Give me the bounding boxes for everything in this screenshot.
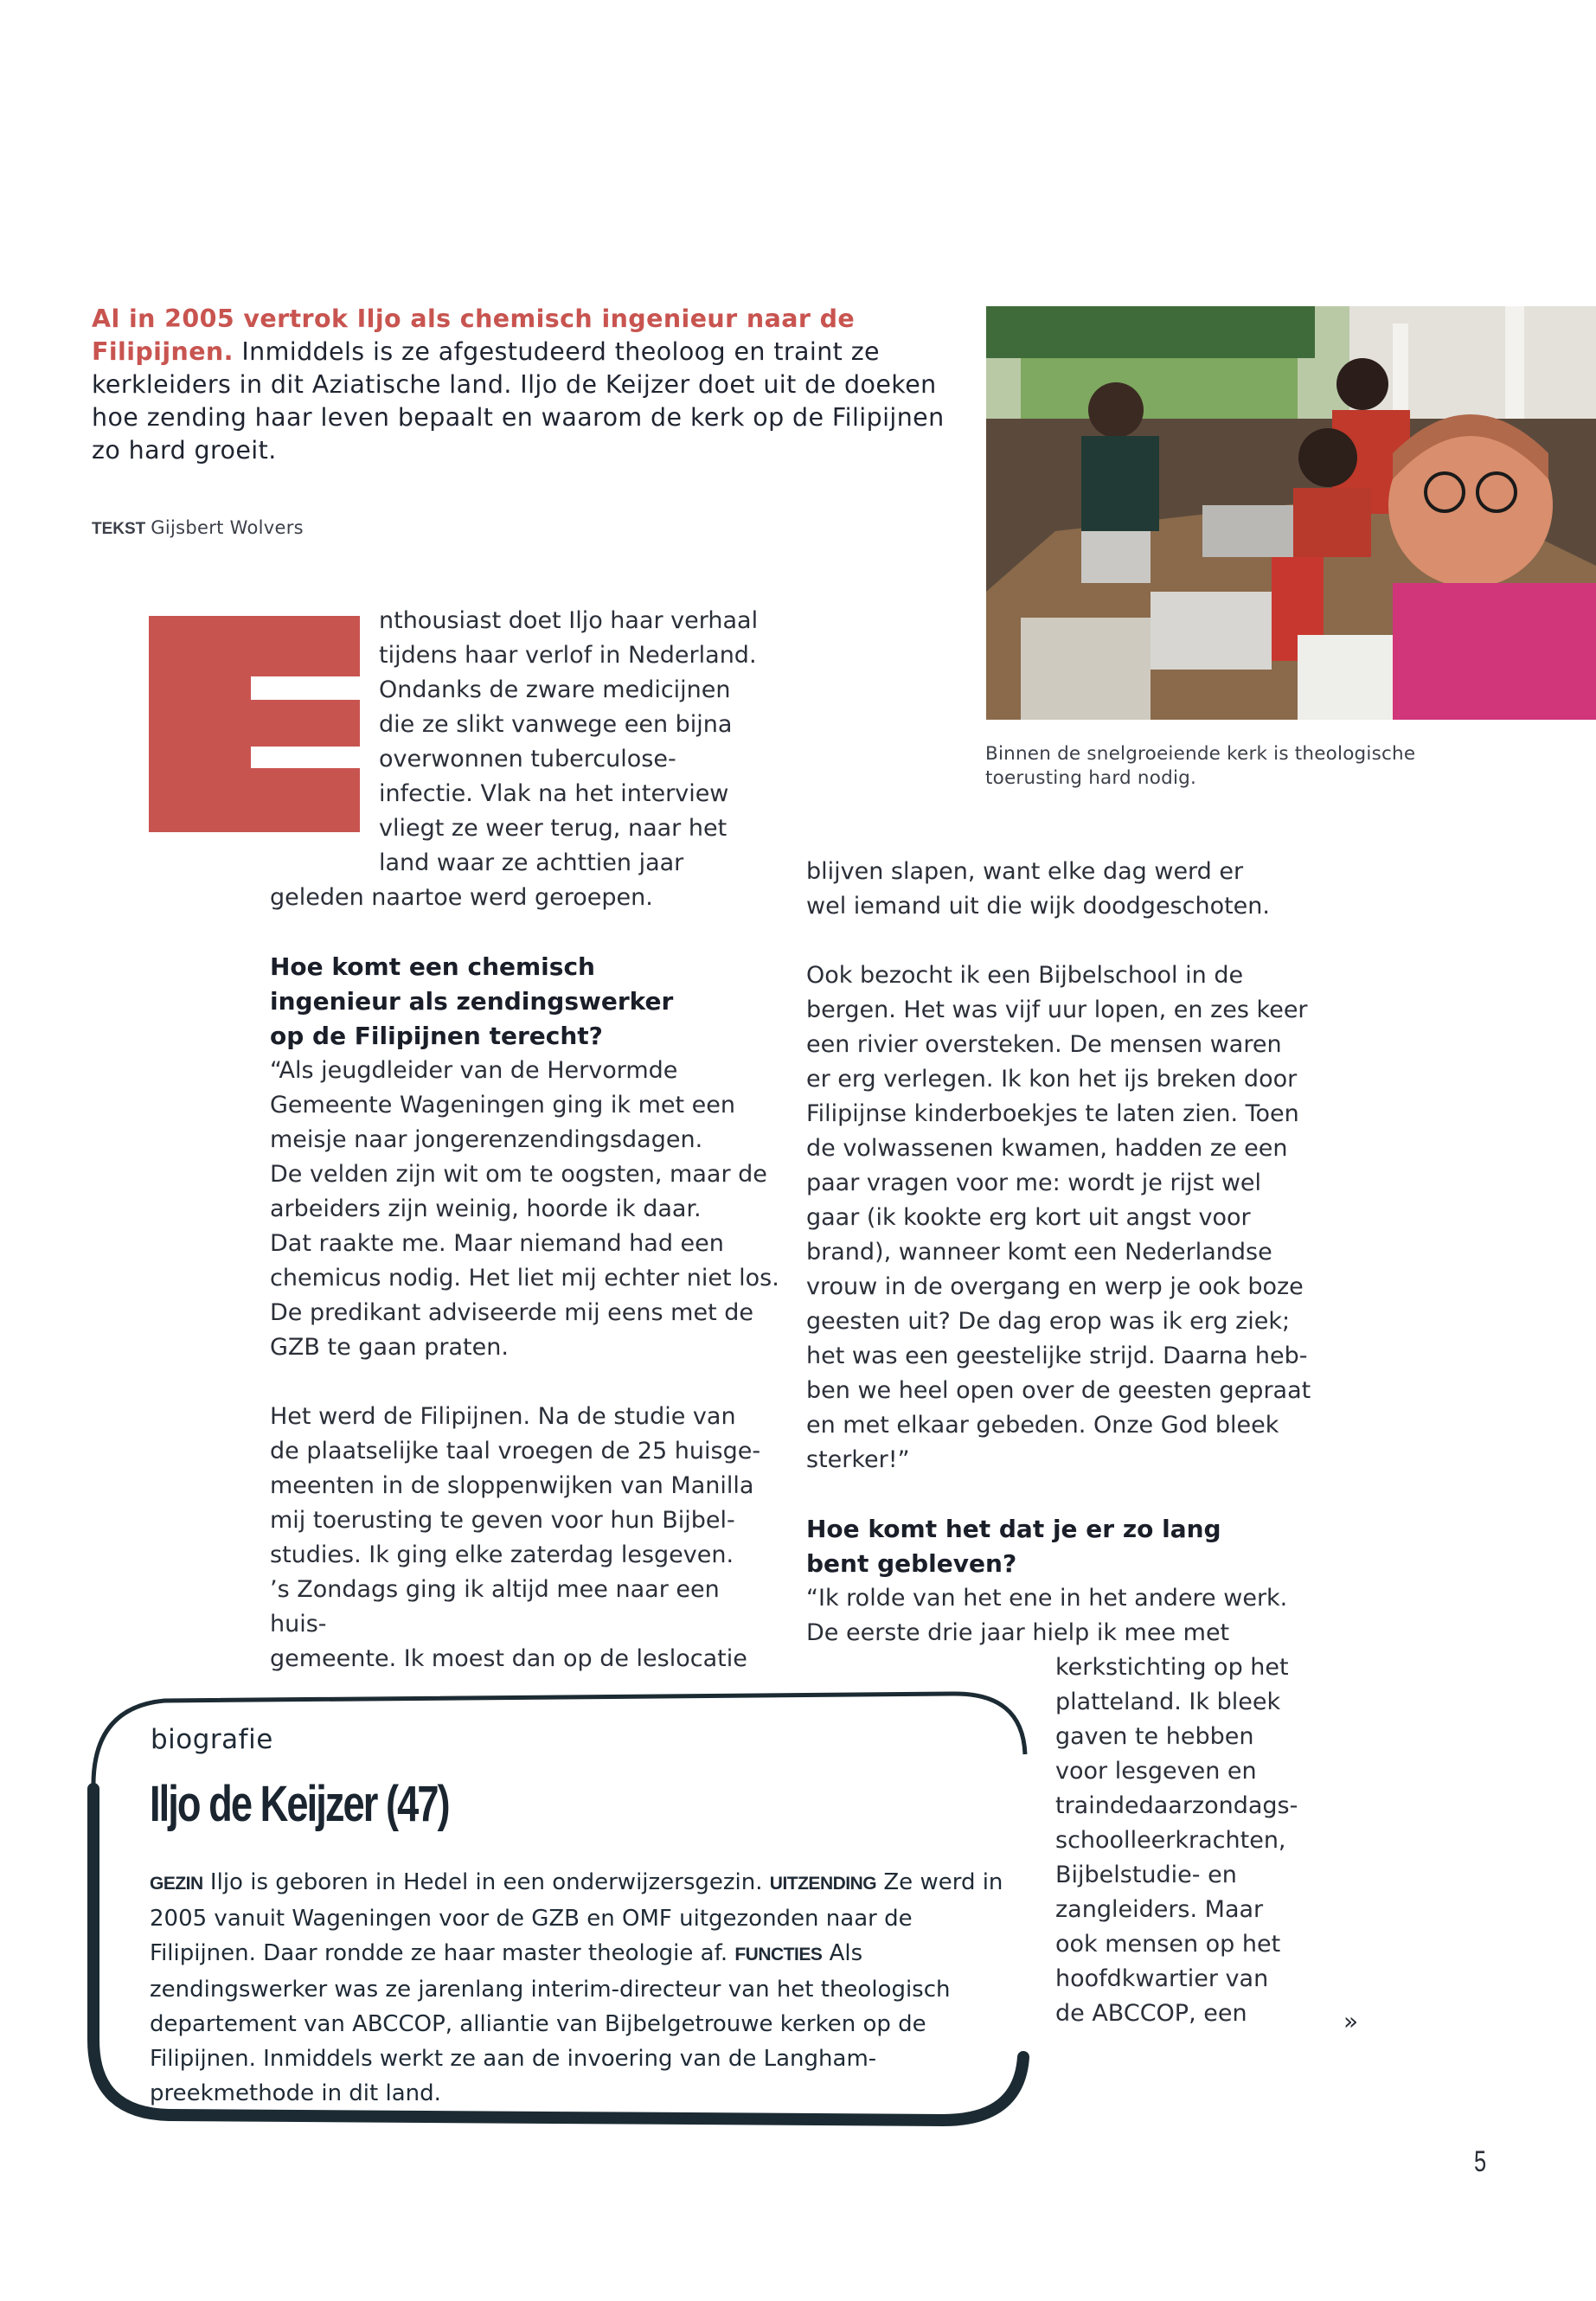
page-number: 5: [1474, 2145, 1487, 2178]
column-1-dropcap-text: [379, 604, 777, 881]
text-line: paar vragen voor me: wordt je rijst wel: [806, 1170, 1262, 1196]
text-line: de ABCCOP, een: [1055, 2000, 1247, 2027]
text-line: en met elkaar gebeden. Onze God bleek: [806, 1412, 1279, 1439]
photo-caption: Binnen de snelgroeiende kerk is theologische toerusting hard nodig.: [985, 743, 1416, 789]
text-line: “Als jeugdleider van de Hervormde: [270, 1057, 678, 1084]
text-line: tijdens haar verlof in Nederland.: [379, 642, 757, 669]
intro-highlight: Al in 2005 vertrok Iljo als chemisch ingenieur naar de Filipijnen.: [92, 304, 856, 366]
bio-title: Iljo de Keijzer (47): [150, 1776, 449, 1832]
bio-key-functies: FUNCTIES: [734, 1945, 823, 1965]
text-line: ook mensen op het: [1055, 1931, 1281, 1958]
text-line: de volwassenen kwamen, hadden ze een: [806, 1135, 1288, 1162]
text-line: ben we heel open over de geesten gepraat: [806, 1377, 1311, 1404]
text-line: wel iemand uit die wijk doodgeschoten.: [806, 893, 1270, 920]
author-credit: [92, 517, 304, 539]
text-line: schoolleerkrachten,: [1055, 1827, 1286, 1854]
text-line: ’s Zondags ging ik altijd mee naar een huis-: [270, 1576, 720, 1638]
text-line: Bijbelstudie- en: [1055, 1862, 1237, 1888]
question-line: Hoe komt een chemisch: [270, 952, 595, 981]
text-line: De predikant adviseerde mij eens met de: [270, 1299, 753, 1326]
text-line: meisje naar jongerenzendingsdagen.: [270, 1126, 703, 1153]
text-line: voor lesgeven en: [1055, 1758, 1257, 1785]
text-line: sterker!”: [806, 1446, 910, 1473]
text-line: GZB te gaan praten.: [270, 1334, 509, 1361]
text-line: die ze slikt vanwege een bijna: [379, 711, 733, 738]
text-line: De velden zijn wit om te oogsten, maar de: [270, 1161, 767, 1188]
text-line: de plaatselijke taal vroegen de 25 huisge-: [270, 1438, 761, 1465]
text-line: arbeiders zijn weinig, hoorde ik daar.: [270, 1195, 702, 1222]
text-line: “Ik rolde van het ene in het andere werk.: [806, 1585, 1288, 1612]
bio-label: biografie: [151, 1724, 273, 1755]
text-line: land waar ze achttien jaar: [379, 849, 684, 876]
text-line: Gemeente Wageningen ging ik met een: [270, 1092, 735, 1118]
question-line: ingenieur als zendingswerker: [270, 987, 674, 1016]
text-line: Ondanks de zware medicijnen: [379, 676, 731, 703]
article-photo: [986, 306, 1596, 720]
bio-text: Als zendingswerker was ze jarenlang interim-directeur van het theologisch departement van ABCCOP, alliantie van Bijbelgetrouwe kerken op de Filipijnen. Inmiddels werkt ze aan de invoering van de Langham-preekmethode in dit land.: [150, 1940, 951, 2106]
text-line: Dat raakte me. Maar niemand had een: [270, 1230, 724, 1257]
text-line: kerkstichting op het: [1055, 1654, 1289, 1681]
column-2-body: [806, 855, 1325, 1650]
text-line: geesten uit? De dag erop was ik erg ziek;: [806, 1308, 1291, 1335]
credit-label: TEKST: [92, 520, 146, 538]
text-line: gaar (ik kookte erg kort uit angst voor: [806, 1204, 1251, 1231]
credit-name: Gijsbert Wolvers: [151, 517, 304, 538]
text-line: infectie. Vlak na het interview: [379, 780, 729, 807]
bio-text: Ze werd in 2005 vanuit Wageningen voor de GZB en OMF uitgezonden naar de Filipijnen. Daar rondde ze haar master theologie af.: [150, 1869, 1003, 1966]
text-line: vliegt ze weer terug, naar het: [379, 815, 727, 842]
text-line: traindedaarzondags-: [1055, 1792, 1298, 1819]
text-line: nthousiast doet Iljo haar verhaal: [379, 607, 759, 634]
text-line: een rivier oversteken. De mensen waren: [806, 1031, 1282, 1058]
question-line: op de Filipijnen terecht?: [270, 1022, 603, 1050]
text-line: brand), wanneer komt een Nederlandse: [806, 1239, 1272, 1266]
text-line: overwonnen tuberculose-: [379, 746, 676, 772]
question-line: bent gebleven?: [806, 1549, 1017, 1578]
text-line: gemeente. Ik moest dan op de leslocatie: [270, 1645, 747, 1672]
photo-illustration: [986, 306, 1596, 720]
bio-body: [150, 1865, 1006, 2111]
text-line: De eerste drie jaar hielp ik mee met: [806, 1619, 1230, 1646]
text-line: gaven te hebben: [1055, 1723, 1254, 1750]
text-line: chemicus nodig. Het liet mij echter niet los.: [270, 1265, 779, 1292]
bio-key-uitzending: UITZENDING: [769, 1874, 877, 1894]
text-line: geleden naartoe werd geroepen.: [270, 884, 653, 911]
text-line: vrouw in de overgang en werp je ook boze: [806, 1273, 1304, 1300]
interview-question-1: [270, 950, 780, 1054]
intro-rest: Inmiddels is ze afgestudeerd theoloog en traint ze kerkleiders in dit Aziatische land. Iljo de Keijzer doet uit de doeken hoe zending haar leven bepaalt en waarom de kerk op de Filipijnen zo hard groeit.: [92, 337, 945, 465]
column-1-body: [270, 881, 780, 1676]
drop-cap-letter: [149, 616, 360, 832]
text-line: bergen. Het was vijf uur lopen, en zes keer: [806, 997, 1308, 1023]
interview-question-2: [806, 1512, 1325, 1581]
text-line: hoofdkwartier van: [1055, 1965, 1269, 1992]
text-line: Ook bezocht ik een Bijbelschool in de: [806, 962, 1244, 989]
text-line: mij toerusting te geven voor hun Bijbel-: [270, 1507, 735, 1534]
continue-arrow: »: [1343, 2007, 1359, 2035]
text-line: platteland. Ik bleek: [1055, 1689, 1281, 1715]
question-line: Hoe komt het dat je er zo lang: [806, 1515, 1221, 1543]
bio-key-gezin: GEZIN: [150, 1874, 203, 1894]
text-line: zangleiders. Maar: [1055, 1896, 1264, 1923]
text-line: studies. Ik ging elke zaterdag lesgeven.: [270, 1541, 734, 1568]
text-line: Het werd de Filipijnen. Na de studie van: [270, 1403, 736, 1430]
text-line: het was een geestelijke strijd. Daarna heb-: [806, 1343, 1308, 1369]
text-line: meenten in de sloppenwijken van Manilla: [270, 1472, 754, 1499]
intro-lead-paragraph: [92, 303, 957, 467]
text-line: er erg verlegen. Ik kon het ijs breken door: [806, 1066, 1298, 1093]
column-2-narrow: [1055, 1650, 1341, 2031]
bio-text: Iljo is geboren in Hedel in een onderwijzersgezin.: [202, 1869, 770, 1895]
text-line: Filipijnse kinderboekjes te laten zien. Toen: [806, 1100, 1299, 1127]
text-line: blijven slapen, want elke dag werd er: [806, 858, 1244, 885]
